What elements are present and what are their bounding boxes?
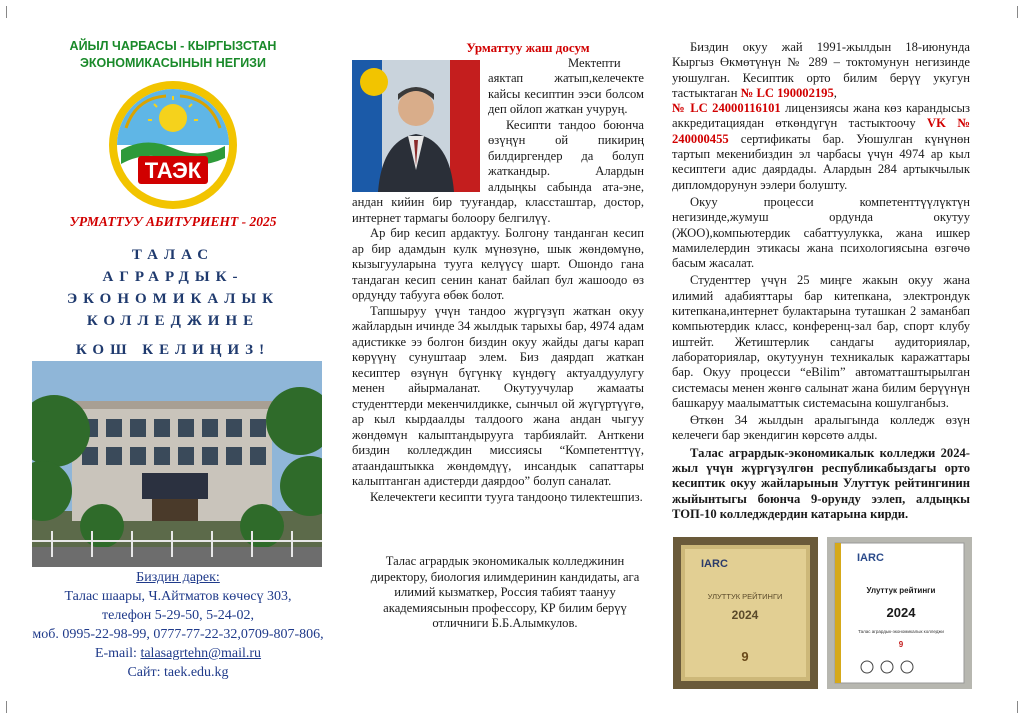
right-p1-text-a: Биздин окуу жай 1991-жылдын 18-июнунда Кыргыз Өкмөтүнүн № 289 – токтомунун негизинде уюшулган. Кесиптик орто билим берүү укугун тастыктаган bbox=[672, 40, 970, 100]
middle-paragraph-1: Мектепти аяктап жатып,келечекте кайсы кесиптин ээси болсом деп ойлоп жаткан учуруң. bbox=[488, 55, 644, 116]
director-portrait bbox=[352, 60, 480, 192]
cert2-place: 9 bbox=[898, 640, 904, 649]
cert2-subtitle: Талас агрардык-экономикалык колледжи bbox=[858, 629, 944, 634]
header-line-2: ЭКОНОМИКАСЫНЫН НЕГИЗИ bbox=[79, 56, 267, 70]
cert1-brand: IARC bbox=[701, 558, 728, 570]
license-number-2: № LC 24000116101 bbox=[672, 101, 781, 116]
cert2-brand: IARC bbox=[857, 552, 884, 564]
abiturient-title: УРМАТТУУ АБИТУРИЕНТ - 2025 bbox=[69, 214, 277, 229]
middle-paragraph-4: Тапшыруу үчүн тандоо жүргүзүп жаткан окуу жайлардын ичинде 34 жылдык тарыхы бар, 4974 адам адистикке ээ болгон биздин окуу жайды дагы карап көрүүнү сунуштаар элем. Биз даярдап жаткан кесиптер өзүнүн бүгүнкү күндөгү актуалдуулугу менен айырмаланат. Окутуучулар жамааты студенттерди мекенчилдикке, сынчыл ой жүгүртүүгө, ар кыл кырдаалды талдоого жана андан чыгуу жөндөмүн калыптандырууга тарбиялайт. Анткени биздин колледждин миссиясы “Компетенттүү, атаандаштыкка жөндөмдүү, инсандык сапаттары калыптанган адистерди даярдоо” болуп саналат. bbox=[352, 303, 644, 488]
middle-paragraph-5: Келечектеги кесипти тууга тандооңо тилектешпиз. bbox=[370, 489, 643, 504]
right-paragraph-1 bbox=[672, 40, 970, 193]
cert2-year: 2024 bbox=[886, 605, 916, 620]
right-paragraph-2: Окуу процесси компетенттүүлүктүн негизинде,жумуш ордунда окутуу (ЖОО),компьютердик сабаттуулукка, жана ишкер мамилелердин этикасы жана психологиясына өзгөчө басым жасалат. bbox=[672, 194, 970, 271]
logo-text: ТАЭК bbox=[144, 158, 202, 183]
mobile-line: моб. 0995-22-98-99, 0777-77-22-32,0709-807-806, bbox=[32, 627, 324, 642]
phone-line: телефон 5-29-50, 5-24-02, bbox=[102, 608, 254, 623]
right-paragraph-5: Талас агрардык-экономикалык колледжи 2024-жыл үчүн жүргүзүлгөн республикабыздагы орто кесиптик окуу жайларынын Улуттук рейтингинин жыйынтыгы боюнча 9-орунду ээлеп, алдыңкы ТОП-10 колледждердин катарына кирди. bbox=[672, 445, 970, 521]
crop-mark-top-right bbox=[1005, 6, 1018, 18]
college-building-photo bbox=[32, 361, 322, 567]
header-line-1: АЙЫЛ ЧАРБАСЫ - КЫРГЫЗСТАН bbox=[69, 39, 277, 53]
email-label: E-mail: bbox=[94, 646, 141, 661]
left-column bbox=[28, 38, 318, 359]
email-line bbox=[28, 644, 328, 663]
address-block bbox=[28, 568, 328, 682]
right-p1-text-b: , bbox=[833, 85, 837, 100]
crop-mark-top-left bbox=[6, 6, 19, 18]
right-p1-text-c: лицензиясы жана көз карандысыз аккредитациядан өткөндүгүн тастыктоочу bbox=[672, 101, 970, 131]
college-name-line-3: ЭКОНОМИКАЛЫК bbox=[67, 291, 279, 307]
college-name-line-2: АГРАРДЫК- bbox=[102, 269, 244, 285]
cert1-title: УЛУТТУК РЕЙТИНГИ bbox=[707, 592, 783, 601]
cert1-place: 9 bbox=[741, 649, 749, 664]
middle-paragraph-3: Ар бир кесип ардактуу. Болгону танданган кесип ар бир адамдын кулк мүнөзүнө, шык жөндөмүнө, кызыгууларына тууга келүүсү шарт. Ошондо гана тандаган кесип сенин канат байлап бул жашоодо өз ордуңду табууга өбөк болот. bbox=[352, 226, 644, 302]
crop-mark-bottom-left bbox=[6, 701, 19, 713]
welcome-text: КОШ КЕЛИҢИЗ! bbox=[75, 342, 271, 358]
certificate-number: VK № 240000455 bbox=[672, 116, 971, 146]
middle-title: Урматтуу жаш досум bbox=[466, 40, 590, 55]
middle-column bbox=[352, 40, 644, 505]
address-line: Талас шаары, Ч.Айтматов көчөсү 303, bbox=[64, 589, 292, 604]
cert1-year: 2024 bbox=[731, 608, 759, 622]
rating-certificate-photo-2 bbox=[827, 537, 972, 689]
site-line[interactable]: Сайт: taek.edu.kg bbox=[127, 665, 229, 680]
rating-certificate-photo-1 bbox=[673, 537, 818, 689]
middle-paragraph-2: Кесипти тандоо боюнча өзүңүн ой пикириң билдиргендер да болуп жаткандыр. Алардын алдыңкы сабында ата-эне, андан кийин бир тууғандар, классташтар, достор, интернет тармагы болоору белгилүү. bbox=[352, 117, 644, 225]
crop-mark-bottom-right bbox=[1005, 701, 1018, 713]
director-signature: Талас агрардык экономикалык колледжинин директору, биология илимдеринин кандидаты, ага илимий кызматкер, Россия табият таануу академиясынын профессору, КР билим берүү отличниги Б.Б.Алымкулов. bbox=[370, 554, 640, 630]
college-name-line-1: ТАЛАС bbox=[131, 247, 215, 263]
college-logo bbox=[106, 78, 240, 212]
college-name bbox=[28, 244, 318, 332]
email-link[interactable]: talasagrtehn@mail.ru bbox=[140, 646, 262, 661]
right-column bbox=[672, 40, 970, 524]
license-number-1: № LC 190002195 bbox=[740, 85, 834, 100]
right-p1-text-d: сертификаты бар. Уюшулган күнүнөн тартып мекенибиздин эл чарбасы үчүн 4974 ар кыл кесиптеги адис даярдады. Алардын 284 артыкчылык дипломдорунун ээлери болушту. bbox=[672, 131, 970, 192]
address-title: Биздин дарек: bbox=[136, 570, 220, 585]
right-paragraph-4: Өткөн 34 жылдын аралыгында колледж өзүн келечеги бар экендигин көрсөтө алды. bbox=[672, 413, 970, 443]
college-name-line-4: КОЛЛЕДЖИНЕ bbox=[86, 313, 260, 329]
right-paragraph-3: Студенттер үчүн 25 миңге жакын окуу жана илимий адабияттары бар китепкана, электрондук китепкана,интернет булактарына туташкан 2 заманбап компьютердик класс, конференц-зал бар, спорт клубу иштейт. Жетиштерлик сандагы аудиториялар, лабораториялар, окутуунун техникалык каражаттары бар. Окуу процесси “eBilim” автоматташтырылган системасы менен жөнгө салынат жана билим берүүнүн башкаруу маалыматтык системасына кошулганбыз. bbox=[672, 273, 970, 410]
cert2-title: Улуттук рейтинги bbox=[866, 586, 936, 595]
